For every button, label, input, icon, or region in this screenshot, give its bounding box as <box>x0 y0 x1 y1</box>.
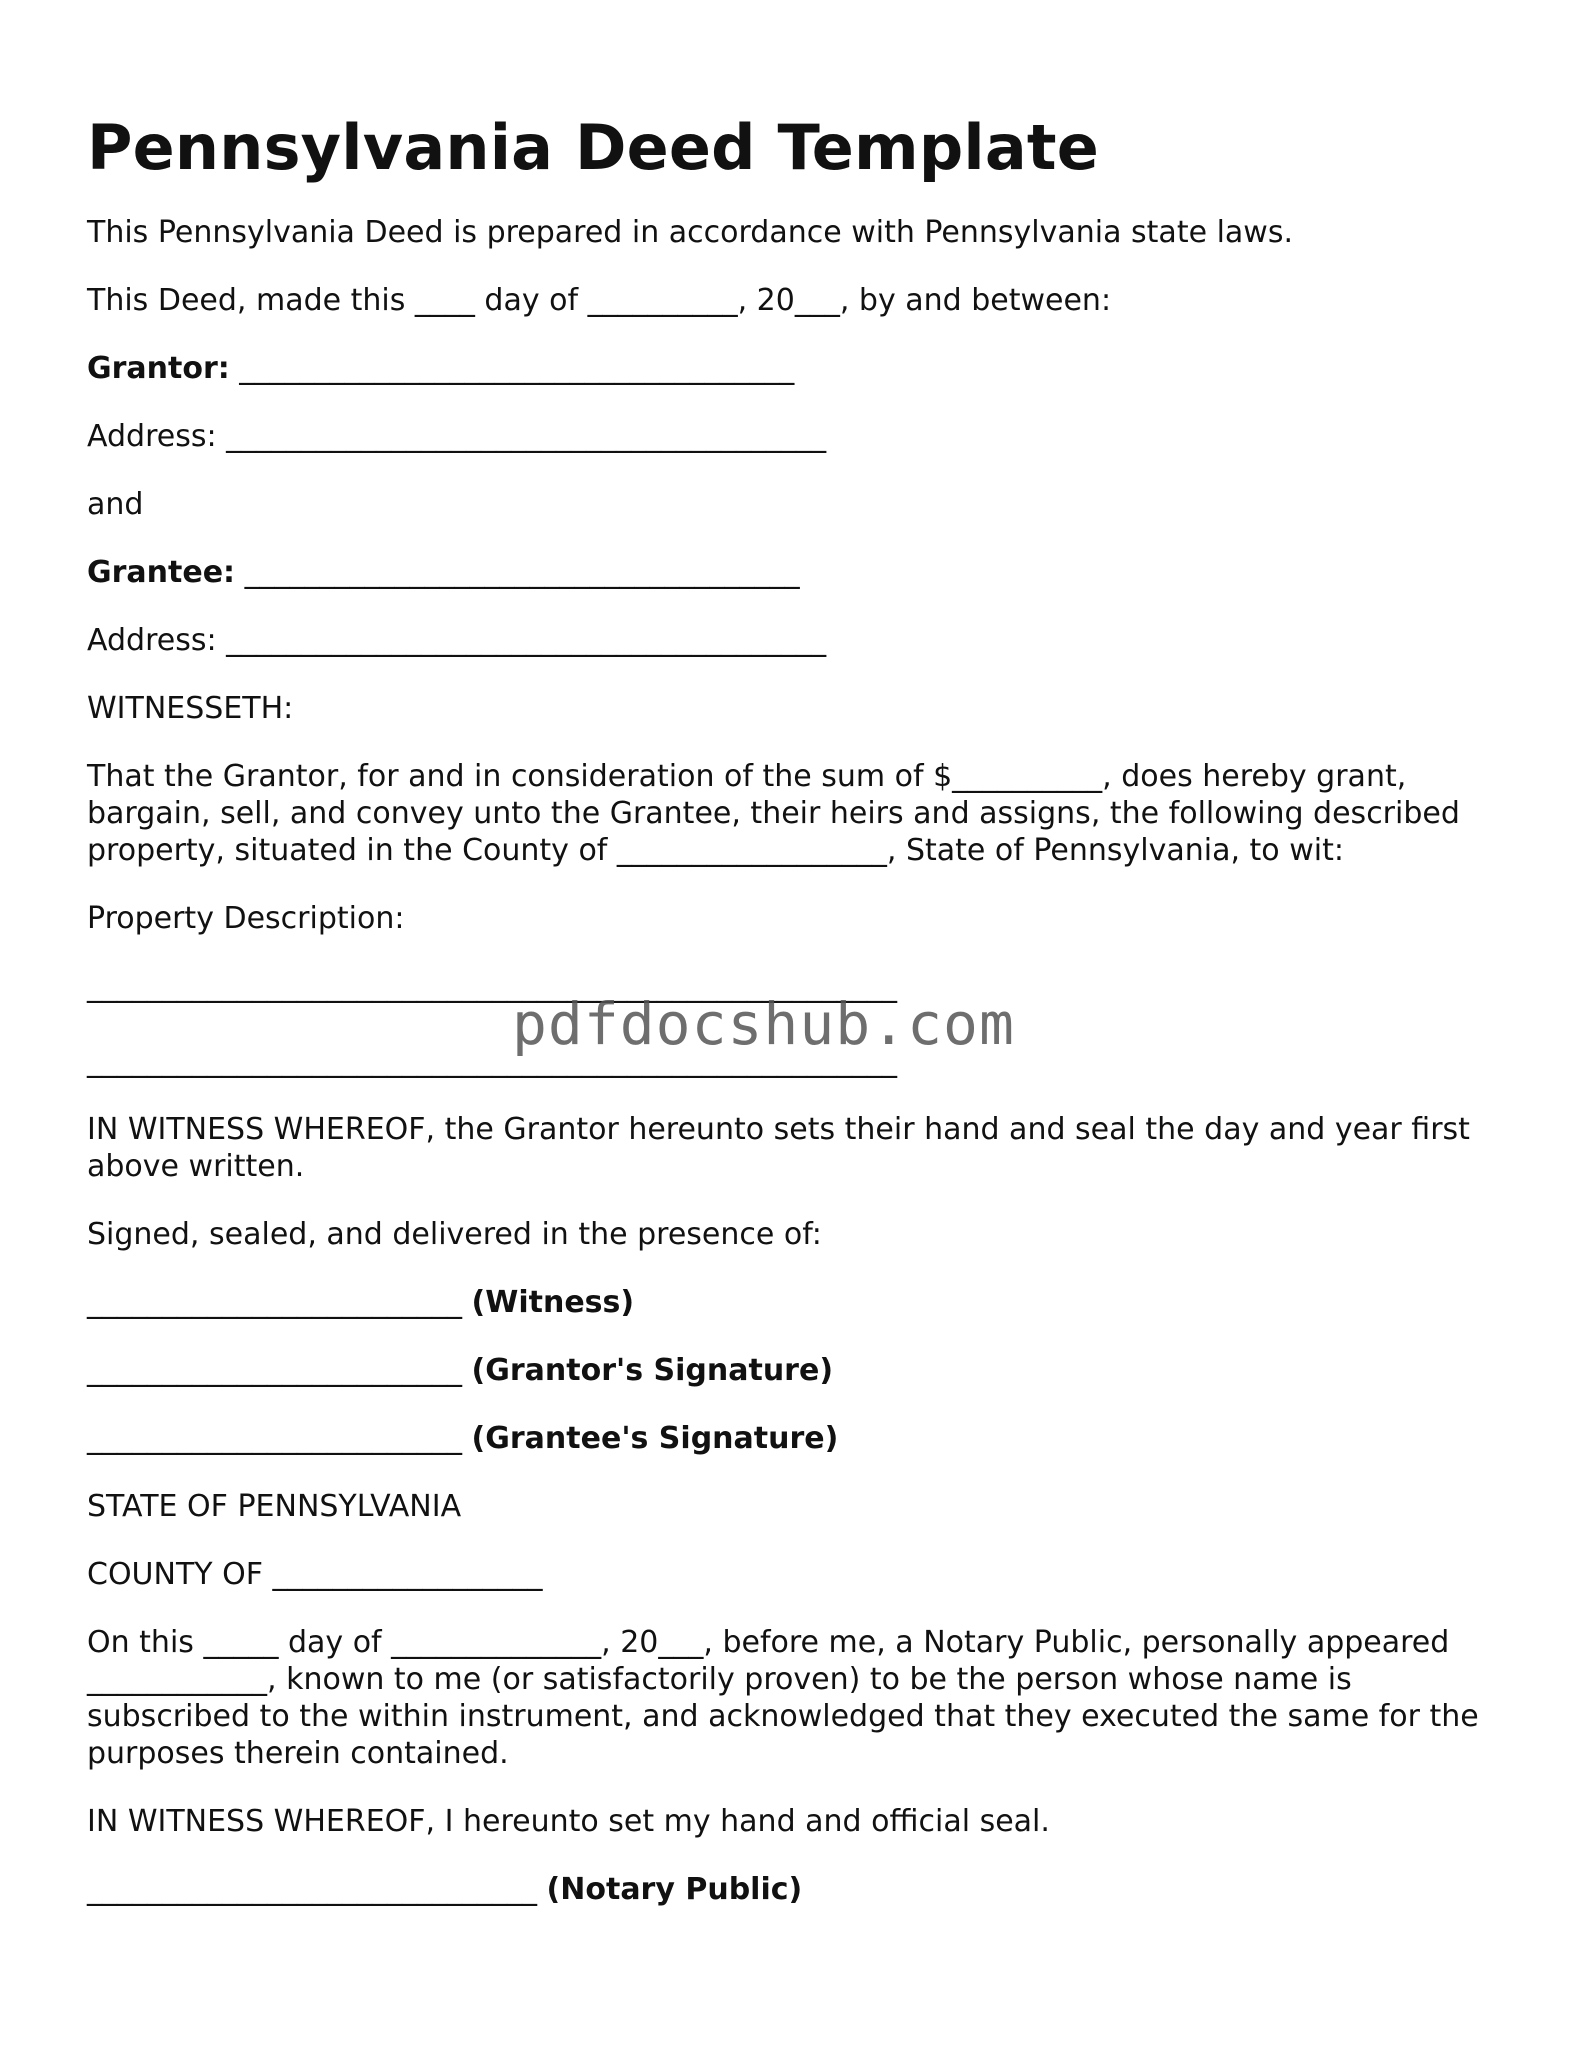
deed-date-line: This Deed, made this ____ day of __________, 20___, by and between: <box>87 283 1112 318</box>
consideration-paragraph: That the Grantor, for and in consideration of the sum of $__________, does hereby grant, bargain, sell, and convey unto the Grantee, their heirs and assigns, the following described property, situated in the County of __________________, State of Pennsylvania, to wit: <box>87 759 1470 868</box>
deed-document <box>87 108 1507 1939</box>
signature-blank: _________________________ <box>87 1285 472 1320</box>
grantee-signature-label: (Grantee's Signature) <box>471 1421 839 1456</box>
grantor-signature-label: (Grantor's Signature) <box>471 1353 834 1388</box>
intro-text: This Pennsylvania Deed is prepared in accordance with Pennsylvania state laws. <box>87 215 1293 250</box>
witnesseth-heading: WITNESSETH: <box>87 691 294 726</box>
grantor-label: Grantor: <box>87 351 230 386</box>
property-line: ______________________________________________________ <box>87 969 897 1004</box>
witness-signature-line <box>87 1284 1507 1321</box>
grantor-address-line: Address: ________________________________________ <box>87 419 827 454</box>
signature-blank: _________________________ <box>87 1353 472 1388</box>
notary-public-label: (Notary Public) <box>546 1872 803 1907</box>
signed-sealed-text: Signed, sealed, and delivered in the presence of: <box>87 1217 822 1252</box>
grantee-label: Grantee: <box>87 555 236 590</box>
page-title: Pennsylvania Deed Template <box>87 111 1100 184</box>
signature-blank: _________________________ <box>87 1421 472 1456</box>
notary-acknowledgment-paragraph: On this _____ day of ______________, 20___, before me, a Notary Public, personally appeared ____________, known to me (or satisfactorily proven) to be the person whose name is subscribed to the within instrument, and acknowledged that they executed the same for the purposes therein contained. <box>87 1625 1489 1771</box>
property-description-label: Property Description: <box>87 901 405 936</box>
grantee-blank: _____________________________________ <box>235 555 800 590</box>
grantee-signature-line <box>87 1420 1507 1457</box>
and-text: and <box>87 487 144 522</box>
witness-label: (Witness) <box>471 1285 635 1320</box>
state-line: STATE OF PENNSYLVANIA <box>87 1489 462 1524</box>
grantee-address-line: Address: ________________________________________ <box>87 623 827 658</box>
official-seal-text: IN WITNESS WHEREOF, I hereunto set my hand and official seal. <box>87 1804 1050 1839</box>
county-line: COUNTY OF __________________ <box>87 1557 543 1592</box>
signature-blank: ______________________________ <box>87 1872 547 1907</box>
property-line: ______________________________________________________ <box>87 1044 897 1079</box>
grantor-signature-line <box>87 1352 1507 1389</box>
property-description-lines <box>87 968 1507 1080</box>
grantor-blank: _____________________________________ <box>229 351 795 386</box>
grantee-line <box>87 554 1507 591</box>
grantor-line <box>87 350 1507 387</box>
notary-signature-line <box>87 1871 1507 1908</box>
in-witness-paragraph: IN WITNESS WHEREOF, the Grantor hereunto sets their hand and seal the day and year first above written. <box>87 1112 1480 1184</box>
watermark: pdfdocshub.com <box>512 990 1015 1058</box>
